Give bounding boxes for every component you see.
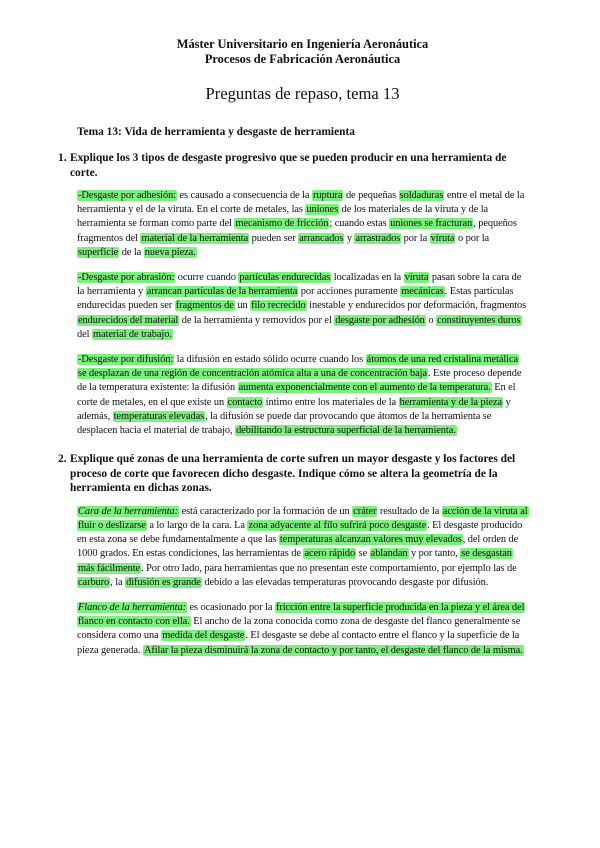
body-text: es ocasionado por la [186,601,275,613]
answer-paragraph [77,601,528,658]
body-text: , del orden de 1000 grados. En estas condiciones, las herramientas de [77,534,519,560]
highlighted-text: arrancados [299,232,344,244]
question-text: Explique los 3 tipos de desgaste progresivo que se pueden producir en una herramienta de corte. [70,152,507,179]
body-text: En el corte de metales, en el que existe un [77,382,516,408]
body-text: por acciones puramente [298,286,401,298]
question-2 [58,452,528,496]
highlighted-text: uniones se fracturan [390,218,473,230]
highlighted-text: filo recrecido [251,300,306,312]
highlighted-text: ablandan [370,548,408,560]
body-text: de la [119,246,144,258]
highlighted-text: -Desgaste por abrasión: [78,272,175,284]
highlighted-text: medida del desgaste [162,630,245,642]
body-text: a lo largo de la cara. La [146,519,248,531]
answer-1 [77,189,528,438]
highlighted-text: cráter [353,505,377,517]
body-text: de la herramienta y removidos por el [179,314,335,326]
body-text: pasan sobre la cara de la herramienta y [77,272,522,298]
body-text: entre el metal de la herramienta y el de la viruta. En el corte de metales, las [77,190,525,216]
body-text: . Este proceso depende de la temperatura existente: la difusión [77,368,522,394]
body-text: . El desgaste se debe al contacto entre el flanco y la superficie de la pieza generada. [77,630,520,656]
highlighted-text: viruta [430,232,455,244]
body-text: debido a las elevadas temperaturas provocando desgaste por difusión. [201,576,489,588]
body-text: está caracterizado por la formación de un [179,505,353,517]
highlighted-text: Cara de la herramienta: [78,505,179,517]
header-course: Procesos de Fabricación Aeronáutica [204,52,401,66]
body-text: o [425,314,436,326]
highlighted-text: difusión es grande [126,576,201,588]
body-text: localizadas en la [331,272,404,284]
question-number: 1. [58,152,67,164]
highlighted-text: se desgastan más fácilmente [78,548,512,574]
body-text: un [234,300,251,312]
highlighted-text: -Desgaste por difusión: [78,354,174,366]
highlighted-text: desgaste por adhesión [335,314,425,326]
body-text: . Por otro lado, para herramientas que no presentan este comportamiento, por ejemplo las de [141,562,517,574]
highlighted-text: contacto [227,396,263,408]
highlighted-text: partículas endurecidas [239,272,331,284]
highlighted-text: superficie [78,246,119,258]
highlighted-text: temperaturas elevadas [113,410,205,422]
highlighted-text: viruta [404,272,429,284]
answer-paragraph [77,271,528,342]
body-text: , la [110,576,126,588]
highlighted-text: constituyentes duros [436,314,521,326]
answer-paragraph [77,505,528,590]
body-text: de los materiales de la viruta y de la herramienta se forman como parte del [77,204,489,230]
highlighted-text: acero rápido [304,548,356,560]
highlighted-text: átomos de una red cristalina metálica se desplazan de una región de concentración atómica alta a una de concentración baja [78,354,519,380]
body-text: íntimo entre los materiales de la [263,396,399,408]
highlighted-text: fricción entre la superficie producida en la pieza y el área del flanco en contacto con ella. [78,601,525,628]
highlighted-text: herramienta y de la pieza [399,396,503,408]
body-text: El ancho de la zona conocida como zona de desgaste del flanco generalmente se considera como una [77,616,521,642]
answer-paragraph [77,189,528,260]
body-text: , la difusión se puede dar provocando que átomos de la herramienta se desplacen hacia el material de trabajo, [77,410,492,437]
body-text: o por la [455,232,490,244]
highlighted-text: arrancan partículas de la herramienta [146,286,298,298]
highlighted-text: fragmentos de [175,300,234,312]
body-text: es causado a consecuencia de la [177,190,312,201]
body-text: y por tanto, [408,548,461,560]
body-text: y además, [77,396,511,422]
question-1 [58,151,528,180]
highlighted-text: zona adyacente al filo sufrirá poco desgaste [248,519,427,531]
body-text: y [344,232,355,244]
body-text: ocurre cuando [175,272,239,284]
body-text: inestable y endurecidos por deformación, fragmentos [306,300,527,312]
header-degree: Máster Universitario en Ingeniería Aeronáutica [176,37,429,51]
highlighted-text: material de la herramienta [141,232,249,244]
question-number: 2. [58,453,67,466]
highlighted-text: aumenta exponencialmente con el aumento de la temperatura. [238,382,491,394]
body-text: la difusión en estado sólido ocurre cuando los [174,354,366,366]
body-text: ; cuando estas [329,218,390,230]
highlighted-text: uniones [306,204,339,216]
body-text: por la [401,232,430,244]
question-text: Explique qué zonas de una herramienta de corte sufren un mayor desgaste y los factores del proceso de corte que favorecen dicho desgaste. Indique cómo se altera la geometría de la herramienta en dichas zonas. [70,453,516,495]
highlighted-text: acción de la viruta al fluir o deslizarse [78,505,528,531]
highlighted-text: carburo [78,576,110,588]
highlighted-text: soldaduras [399,190,444,201]
highlighted-text: endurecidos del material [78,314,179,326]
highlighted-text: arrastrados [355,232,401,244]
body-text: de pequeñas [343,190,399,201]
highlighted-text: ruptura [312,190,343,201]
body-text: se [356,548,370,560]
highlighted-text: Afilar la pieza disminuirá la zona de contacto y por tanto, el desgaste del flanco de la misma. [143,644,523,656]
body-text: del [77,328,92,340]
body-text: resultado de la [377,505,442,517]
highlighted-text: mecanismo de fricción [235,218,329,230]
highlighted-text: debilitando la estructura superficial de la herramienta. [236,425,456,437]
answer-paragraph [77,353,528,438]
highlighted-text: mecánicas [401,286,444,298]
body-text: , pequeños fragmentos del [77,218,517,244]
highlighted-text: temperaturas alcanzan valores muy elevados [279,534,462,546]
body-text: . Estas partículas endurecidas pueden ser [77,286,514,312]
answer-2 [77,505,528,658]
highlighted-text: Flanco de la herramienta: [78,601,186,613]
highlighted-text: -Desgaste por adhesión: [78,190,176,201]
highlighted-text: material de trabajo. [92,328,172,340]
topic-heading: Tema 13: Vida de herramienta y desgaste de herramienta [77,126,355,138]
highlighted-text: nueva pieza. [144,246,196,258]
body-text: pueden ser [249,232,299,244]
page-title: Preguntas de repaso, tema 13 [205,84,400,103]
body-text: . El desgaste producido en esta zona se debe fundamentalmente a que las [77,519,523,546]
